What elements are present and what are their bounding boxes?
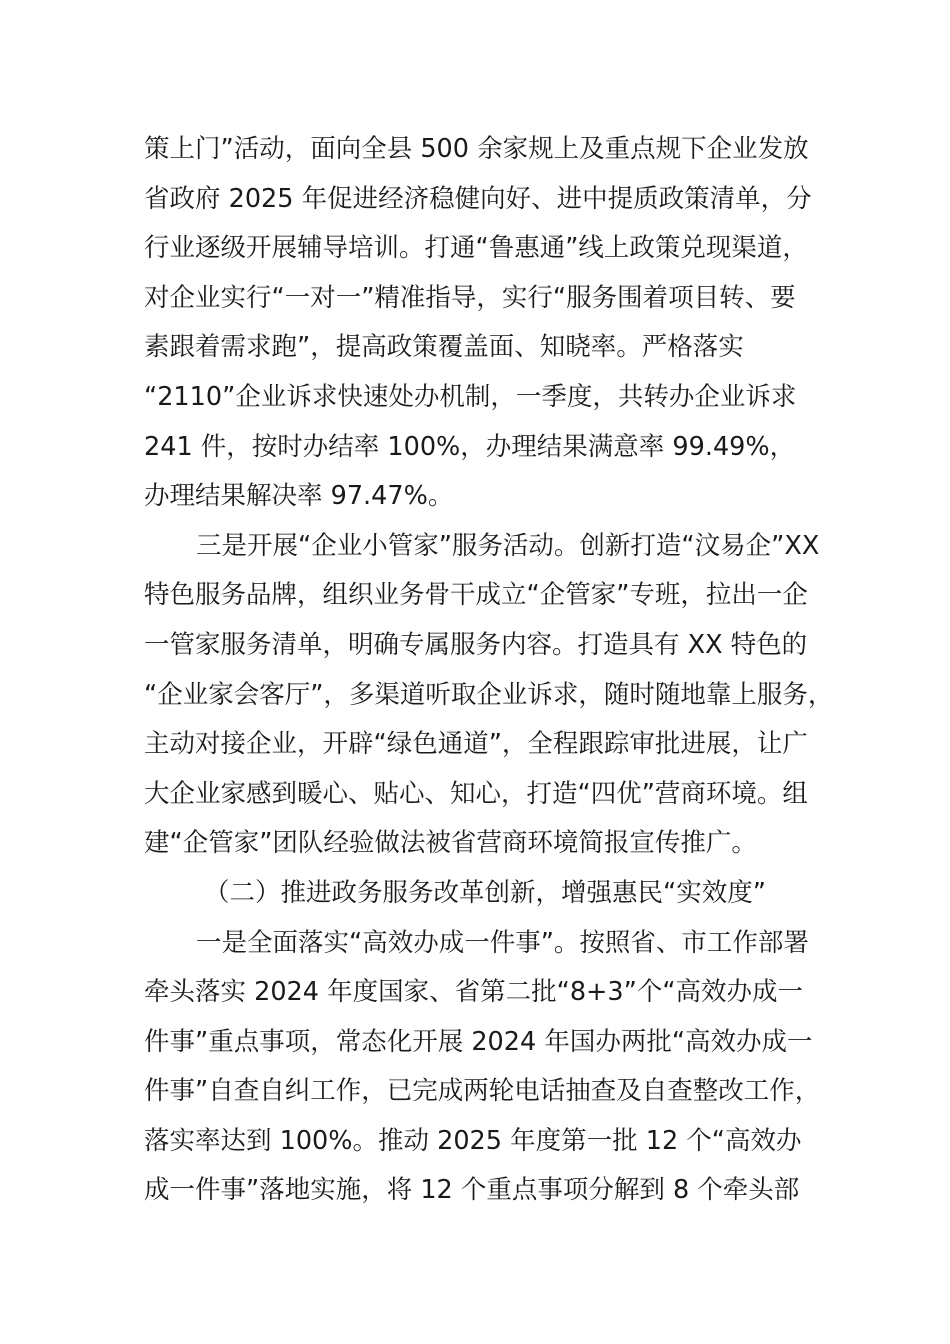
- paragraph-line: “企业家会客厅”，多渠道听取企业诉求，随时随地靠上服务，: [144, 679, 834, 710]
- section-heading: （二）推进政务服务改革创新，增强惠民“实效度”: [204, 877, 766, 908]
- paragraph-line: 件事”重点事项，常态化开展 2024 年国办两批“高效办成一: [144, 1026, 813, 1057]
- paragraph-line: 特色服务品牌，组织业务骨干成立“企管家”专班，拉出一企: [144, 580, 808, 611]
- paragraph-line: 素跟着需求跑”，提高政策覆盖面、知晓率。严格落实: [144, 332, 744, 363]
- paragraph-line: 办理结果解决率 97.47%。: [144, 481, 454, 512]
- paragraph-line: 省政府 2025 年促进经济稳健向好、进中提质政策清单，分: [144, 183, 812, 214]
- paragraph-line: 一管家服务清单，明确专属服务内容。打造具有 XX 特色的: [144, 629, 808, 660]
- paragraph-line: “2110”企业诉求快速处办机制，一季度，共转办企业诉求: [144, 381, 797, 412]
- paragraph-first-line: 三是开展“企业小管家”服务活动。创新打造“汶易企”XX: [196, 530, 820, 561]
- paragraph-line: 对企业实行“一对一”精准指导，实行“服务围着项目转、要: [144, 282, 796, 313]
- paragraph-line: 241 件，按时办结率 100%，办理结果满意率 99.49%，: [144, 431, 796, 462]
- paragraph-line: 行业逐级开展辅导培训。打通“鲁惠通”线上政策兑现渠道，: [144, 233, 808, 264]
- paragraph-line: 主动对接企业，开辟“绿色通道”，全程跟踪审批进展，让广: [144, 729, 808, 760]
- paragraph-line: 落实率达到 100%。推动 2025 年度第一批 12 个“高效办: [144, 1125, 802, 1156]
- paragraph-line: 建“企管家”团队经验做法被省营商环境简报宣传推广。: [144, 828, 757, 859]
- paragraph-line: 件事”自查自纠工作，已完成两轮电话抽查及自查整改工作，: [144, 1076, 821, 1107]
- paragraph-line: 牵头落实 2024 年度国家、省第二批“8+3”个“高效办成一: [144, 977, 804, 1008]
- paragraph-first-line: 一是全面落实“高效办成一件事”。按照省、市工作部署: [196, 927, 809, 958]
- paragraph-line: 大企业家感到暖心、贴心、知心，打造“四优”营商环境。组: [144, 778, 808, 809]
- paragraph-line: 策上门”活动，面向全县 500 余家规上及重点规下企业发放: [144, 134, 809, 164]
- paragraph-line: 成一件事”落地实施，将 12 个重点事项分解到 8 个牵头部: [144, 1175, 800, 1206]
- document-body: [144, 125, 834, 1216]
